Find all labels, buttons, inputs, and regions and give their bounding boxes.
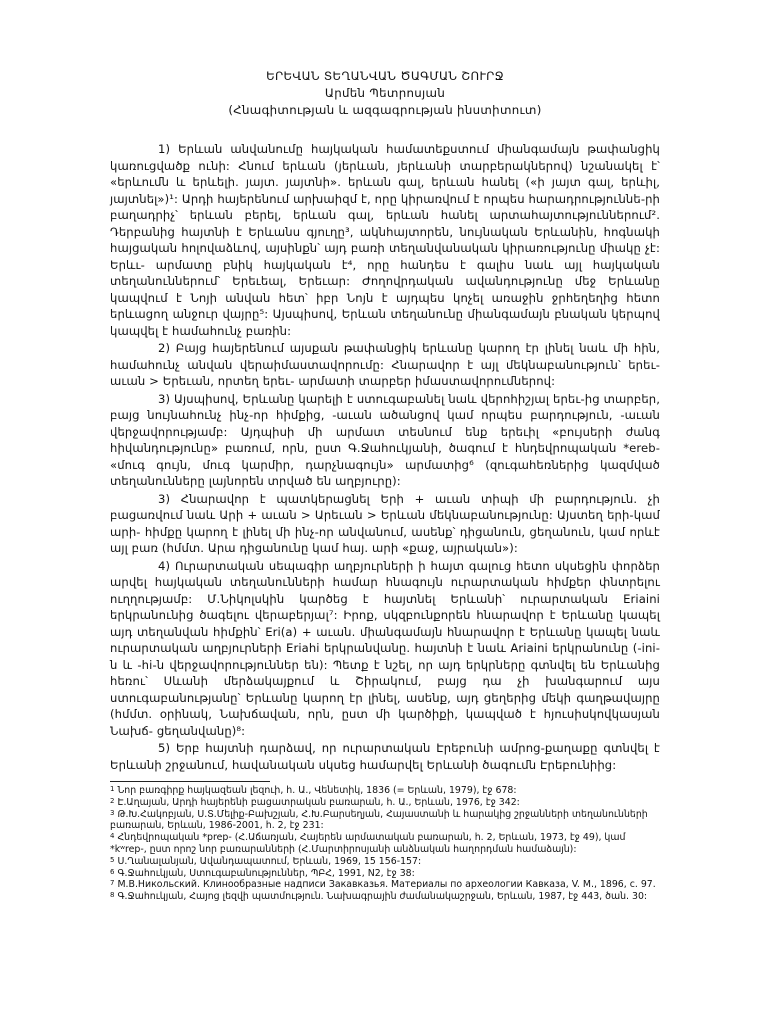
footnote-number: 7 bbox=[110, 879, 115, 888]
footnote-text: Թ.Խ.Հակոբյան, Ս.Տ.Մելիք-Բախշյան, Հ.Խ.Բարսեղյան, Հայաստանի և հարակից շրջանների տեղանունների բառարան, Երևան, 1986-2001, հ. 2, էջ 231: bbox=[110, 808, 648, 832]
footnote-text: Գ.Ջահուկյան, Ստուգաբանություններ, ՊԲՀ, 1991, N2, էջ 38: bbox=[117, 867, 415, 879]
footnote bbox=[110, 832, 660, 856]
document-page bbox=[110, 62, 660, 903]
footnote-text: Ս.Ղանալանյան, Ավանդապատում, Երևան, 1969, 15 156-157: bbox=[117, 855, 422, 867]
author-affiliation: (Հնագիտության և ազգագրության ինստիտուտ) bbox=[228, 103, 542, 117]
footnote-number: 6 bbox=[110, 867, 115, 876]
footnote-text: Է.Աղայան, Արդի հայերենի բացատրական բառարան, հ. Ա., Երևան, 1976, էջ 342: bbox=[117, 796, 520, 808]
footnote bbox=[110, 809, 660, 833]
footnote-text: М.В.Никольский. Клинообразные надписи Закавказья. Материалы по археологии Кавказа, V. M., 1896, с. 97. bbox=[117, 879, 656, 891]
footnote-number: 4 bbox=[110, 832, 115, 841]
paragraph-4: 3) Հնարավոր է պատկերացնել Երի + աւան տիպի մի բարդություն. չի բացառվում նաև Արի + աւան > Արեւան > Երևան մեկնաբանությունը: Այստեղ երի-կամ արի- հիմքը կարող է լինել մի ինչ-որ անվանում, ասենք՝ դիցանուն, ցեղանուն, կամ որևէ այլ բառ (հմմտ. Արա դիցանունը կամ հայ. արի «քաջ, այրական»): bbox=[110, 491, 660, 555]
article-title: ԵՐԵՎԱՆ ՏԵՂԱՆՎԱՆ ԾԱԳՄԱՆ ՇՈՒՐՋ bbox=[266, 69, 504, 83]
paragraph-1: 1) Երևան անվանումը հայկական համատեքստում միանգամայն թափանցիկ կառուցվածք ունի: Հնում երևան (յերևան, յերևանի տարբերակներով) նշանակել է՝ «երևումն և երևելի. յայտ. յայտնի». երևան գալ, երևան հանել («ի յայտ գալ, երևիլ, յայտնել»)¹: Արդի հայերենում արխաիզմ է, որը կիրառվում է որպես հարադրություննե-րի բաղադրիչ՝ երևան բերել, երևան գալ, երևան հանել արտահայտություններում². Դերբանից հայտնի է Երևանս գյուղը³, ակնհայտորեն, նույնական Երևանին, հոգնակի հայցական հոլովաձևով, այսինքն՝ այդ բառի տեղանվանական կիրառությունը միակը չէ: Երևւ- արմատը բնիկ հայկական է⁴, որը հանդես է գալիս նաև այլ հայկական տեղանուններում՝ Երեւեալ, Երեւար: Ժողովրդական ավանդությունը մեջ Երևանը կապվում է Նոյի անվան հետ՝ իբր Նոյն է այդպես կոչել առաջին ջրհեղեղից հետո երևացող անջուր վայրը⁵: Այսպիսով, Երևան տեղանունը միանգամայն բնական կերպով կապվել է համահունչ բառին: bbox=[110, 142, 660, 338]
footnote-text: Հնդեվրոպական *prep- (Հ.Աճառյան, Հայերեն արմատական բառարան, հ. 2, Երևան, 1973, էջ 49), կամ *kʷrep-, ըստ որոշ նոր բառարանների (Հ.Մարտիրոսյանի անձնական հաղորդման համաձայն): bbox=[110, 832, 626, 855]
paragraph-3: 3) Այսպիսով, Երևանը կարելի է ստուգաբանել նաև վերոհիշյալ երեւ-ից տարբեր, բայց նույնահունչ ինչ-որ հիմքից, -աւան ածանցով կամ որպես բարդություն, -աւան վերջավորությամբ: Այդպիսի մի արմատ տեսնում ենք երեւիլ «բույսերի ժանգ հիվանդությունը» բառում, որն, ըստ Գ.Ջահուկյանի, ծագում է հնդեվրոպական *ereb- «մուգ գույն, մուգ կարմիր, դարչնագույն» արմատից⁶ (զուգահեռներից կազմված տեղանունները լայնորեն տրված են աղբյուրը): bbox=[110, 391, 660, 488]
footnote-text: Նոր բառգիրք հայկազեան լեզուի, հ. Ա., Վենետիկ, 1836 (= Երևան, 1979), էջ 678: bbox=[117, 785, 517, 796]
article-author: Արմեն Պետրոսյան bbox=[324, 86, 446, 100]
footnote bbox=[110, 785, 660, 797]
paragraph-5: 4) Ուրարտական սեպագիր աղբյուրների ի հայտ գալուց հետո սկսեցին փորձեր արվել հայկական տեղանունների համար հնագույն ուրարտական հիմքեր փնտրելու ուղղությամբ: Մ.Նիկոլսկին կարծեց է հայտնել Երևանի՝ ուրարտական Eriaini երկրանունից ծագելու վերաբերյալ⁷: Իրոք, սկզբունքորեն հնարավոր է Երևանը կապել այդ տեղանվան հիմքին՝ Eri(a) + աւան. միանգամայն հնարավոր է Երևանը կապել նաև ուրարտական աղբյուրների Eriahi երկրանվանը. հայտնի է նաև Ariaini երկրանունը (-ini-ն և -hi-ն վերջավորություններ են): Պետք է նշել, որ այդ երկրները գտնվել են Երևանից հեռու՝ Սևանի մերձակայքում և Շիրակում, բայց դա չի խանգարում այս ստուգաբանությանը՝ Երևանը կարող էր լինել, ասենք, այդ ցեղերից մեկի գաղթավայրը (հմմտ. օրինակ, Նախճավան, որն, ըստ մի կարծիքի, կապված է հյուսիսկովկասյան Նախճ- ցեղանվանը)⁸: bbox=[110, 558, 660, 738]
footnote bbox=[110, 856, 660, 868]
footnote-number: 2 bbox=[110, 796, 115, 805]
footnote-number: 8 bbox=[110, 891, 115, 900]
footnote bbox=[110, 879, 660, 891]
footnote-number: 3 bbox=[110, 808, 115, 817]
footnotes bbox=[110, 785, 660, 903]
footnote bbox=[110, 797, 660, 809]
paragraph-6: 5) Երբ հայտնի դարձավ, որ ուրարտական Էրեբունի ամրոց-քաղաքը գտնվել է Երևանի շրջանում, հավանական սկսեց համարվել Երևանի ծագումն Էրեբունիից: bbox=[110, 741, 660, 772]
footnote bbox=[110, 891, 660, 903]
footnote bbox=[110, 868, 660, 880]
footnote-number: 5 bbox=[110, 855, 115, 864]
footnote-number: 1 bbox=[110, 785, 115, 793]
paragraph-2: 2) Բայց հայերենում այսքան թափանցիկ երևանը կարող էր լինել նաև մի հին, համահունչ անվան վերաիմաստավորումը: Հնարավոր է այլ մեկնաբանություն՝ երեւ-աւան > Երեւան, որտեղ երեւ- արմատի տարբեր իմաստավորումներով: bbox=[110, 341, 660, 388]
footnote-text: Գ.Ջահուկյան, Հայոց լեզվի պատմություն. Նախագրային ժամանակաշրջան, Երևան, 1987, էջ 443, ծան. 30: bbox=[117, 891, 648, 903]
article-body bbox=[110, 141, 660, 773]
footnote-separator bbox=[110, 781, 270, 782]
